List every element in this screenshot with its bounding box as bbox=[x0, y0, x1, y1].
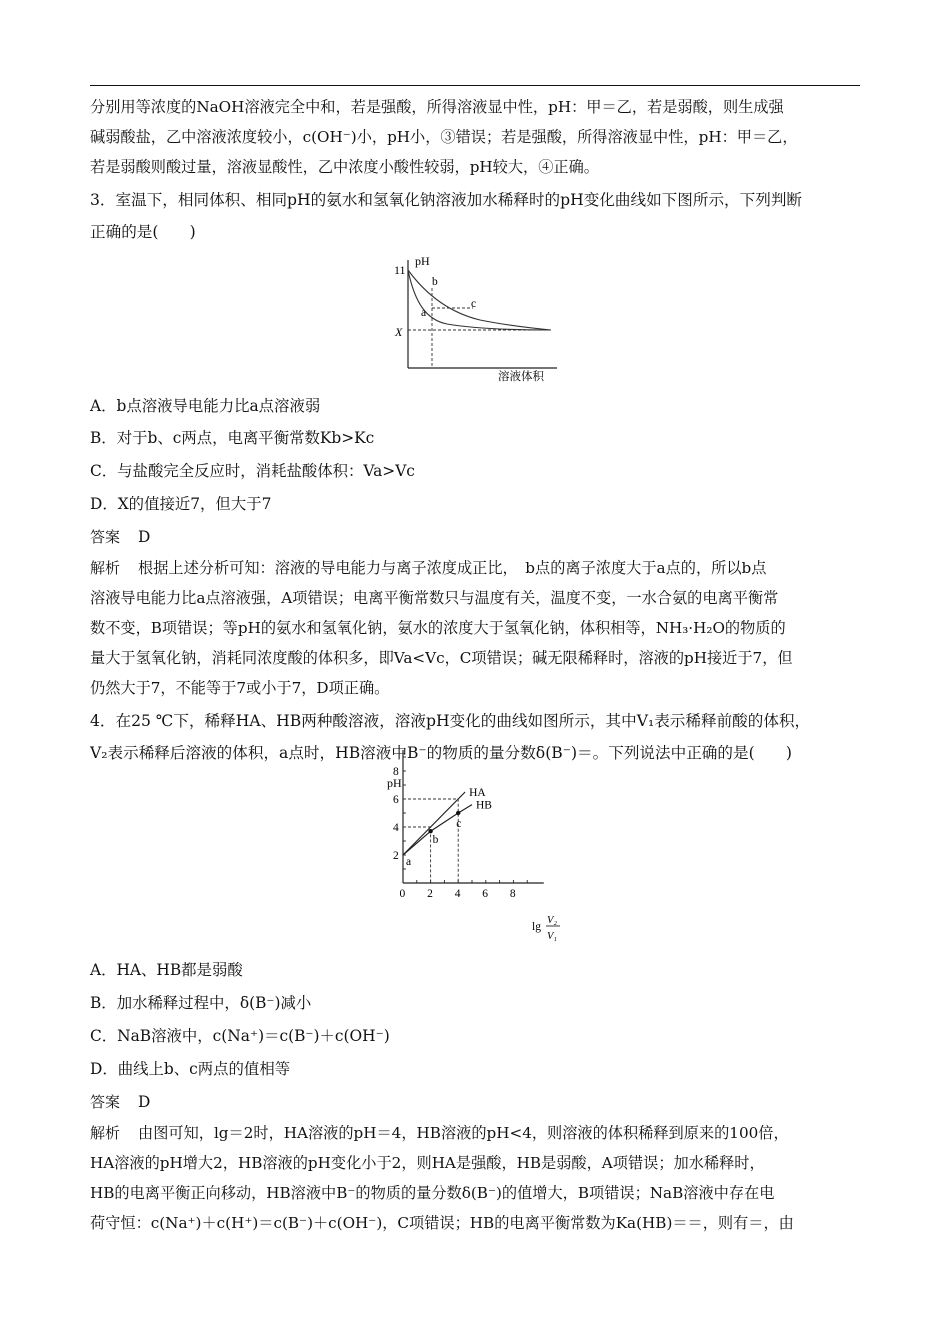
y-tick-label: 8 bbox=[393, 766, 399, 778]
answer-label: 答案 bbox=[90, 1093, 121, 1111]
y-tick-11: 11 bbox=[394, 263, 406, 277]
point-label-b: b bbox=[432, 276, 438, 288]
q3-analysis-line: 数不变，B项错误；等pH的氨水和氢氧化钠，氨水的浓度大于氢氧化钠，体积相等，NH₃·H₂O的物质的 bbox=[90, 619, 786, 637]
q4-option-c: C．NaB溶液中，c(Na⁺)＝c(B⁻)＋c(OH⁻) bbox=[90, 1027, 390, 1045]
x-tick-label: 4 bbox=[454, 888, 461, 900]
question-4-stem: V₂表示稀释后溶液的体积，a点时，HB溶液中B⁻的物质的量分数δ(B⁻)＝。下列说法中正确的是( ) bbox=[90, 744, 792, 762]
x-tick-label: 2 bbox=[427, 888, 433, 900]
x-tick-label: 8 bbox=[509, 888, 516, 900]
text-line: 分别用等浓度的NaOH溶液完全中和，若是强酸，所得溶液显中性，pH：甲＝乙，若是弱酸，则生成强 bbox=[90, 98, 784, 116]
series-line-hb bbox=[403, 805, 472, 855]
series-label-hb: HB bbox=[476, 799, 492, 812]
x-axis-label-prefix: lg bbox=[532, 921, 541, 933]
question-3-stem: 3．室温下，相同体积、相同pH的氨水和氢氧化钠溶液加水稀释时的pH变化曲线如下图所示，下列判断 bbox=[90, 191, 803, 209]
analysis-label: 解析 bbox=[90, 1124, 121, 1142]
q4-analysis-line: HA溶液的pH增大2，HB溶液的pH变化小于2，则HA是强酸，HB是弱酸，A项错误；加水稀释时， bbox=[90, 1154, 765, 1172]
q3-analysis-line: 量大于氢氧化钠，消耗同浓度酸的体积多，即Va<Vc，C项错误；碱无限稀释时，溶液的pH接近于7，但 bbox=[90, 649, 793, 667]
q4-option-a: A．HA、HB都是弱酸 bbox=[90, 961, 243, 979]
q3-option-a: A．b点溶液导电能力比a点溶液弱 bbox=[90, 397, 321, 415]
y-tick-label: 6 bbox=[393, 794, 399, 806]
point-c bbox=[456, 811, 460, 815]
answer-label: 答案 bbox=[90, 528, 121, 546]
point-label-c: c bbox=[456, 818, 462, 830]
q3-analysis-line: 仍然大于7，不能等于7或小于7，D项正确。 bbox=[90, 679, 390, 697]
analysis-text: 由图可知，lg＝2时，HA溶液的pH＝4，HB溶液的pH<4，则溶液的体积稀释到原来的100倍， bbox=[138, 1124, 789, 1142]
y-axis-label: pH bbox=[415, 254, 430, 268]
analysis-text: 根据上述分析可知：溶液的导电能力与离子浓度成正比， b点的离子浓度大于a点的，所以b点 bbox=[138, 559, 767, 577]
question-4-stem: 4．在25 ℃下，稀释HA、HB两种酸溶液，溶液pH变化的曲线如图所示，其中V₁表示稀释前酸的体积， bbox=[90, 712, 811, 730]
q4-option-d: D．曲线上b、c两点的值相等 bbox=[90, 1060, 291, 1078]
q4-chart bbox=[383, 766, 573, 948]
y-tick-label: 2 bbox=[393, 850, 399, 862]
q3-analysis-line bbox=[90, 558, 865, 578]
q4-analysis-line: HB的电离平衡正向移动，HB溶液中B⁻的物质的量分数δ(B⁻)的值增大，B项错误；NaB溶液中存在电 bbox=[90, 1184, 775, 1202]
analysis-label: 解析 bbox=[90, 559, 121, 577]
q3-analysis-line: 溶液导电能力比a点溶液强，A项错误；电离平衡常数只与温度有关，温度不变，一水合氨的电离平衡常 bbox=[90, 589, 779, 607]
x-axis-label-numerator: V₂ bbox=[547, 915, 558, 926]
q3-figure bbox=[385, 252, 565, 384]
series-label-ha: HA bbox=[469, 787, 486, 799]
x-axis-label-denominator: V₁ bbox=[547, 931, 558, 942]
answer-value: D bbox=[138, 1093, 151, 1111]
y-tick-label: 4 bbox=[393, 822, 399, 834]
x-tick-label: 0 bbox=[399, 888, 406, 900]
text-line: 碱弱酸盐，乙中溶液浓度较小，c(OH⁻)小，pH小，③错误；若是强酸，所得溶液显中性，pH：甲＝乙， bbox=[90, 128, 798, 146]
text-line: 若是弱酸则酸过量，溶液显酸性，乙中浓度小酸性较弱，pH较大，④正确。 bbox=[90, 158, 599, 176]
answer-value: D bbox=[138, 528, 151, 546]
q4-option-b: B．加水稀释过程中，δ(B⁻)减小 bbox=[90, 994, 312, 1012]
x-axis-label: 溶液体积 bbox=[498, 371, 544, 383]
point-label-a: a bbox=[421, 307, 427, 319]
point-label-b: b bbox=[432, 834, 439, 847]
q3-answer bbox=[90, 527, 865, 547]
x-tick-label: 6 bbox=[482, 888, 489, 900]
curve-lower bbox=[408, 270, 551, 330]
point-b bbox=[428, 829, 432, 833]
point-label-a: a bbox=[406, 856, 412, 868]
y-tick-x: X bbox=[395, 325, 403, 339]
q3-option-b: B．对于b、c两点，电离平衡常数Kb>Kc bbox=[90, 429, 375, 447]
q4-analysis-line bbox=[90, 1123, 865, 1143]
q3-option-c: C．与盐酸完全反应时，消耗盐酸体积：Va>Vc bbox=[90, 462, 415, 480]
y-axis-label: pH bbox=[387, 776, 402, 790]
q4-analysis-line: 荷守恒：c(Na⁺)＋c(H⁺)＝c(B⁻)＋c(OH⁻)，C项错误；HB的电离平衡常数为Ka(HB)＝＝，则有＝，由 bbox=[90, 1214, 794, 1232]
q3-option-d: D．X的值接近7，但大于7 bbox=[90, 495, 272, 513]
q4-answer bbox=[90, 1092, 865, 1112]
curve-upper bbox=[408, 270, 551, 330]
point-label-c: c bbox=[471, 298, 477, 310]
question-3-stem: 正确的是( ) bbox=[90, 223, 196, 241]
header-rule bbox=[90, 85, 860, 86]
